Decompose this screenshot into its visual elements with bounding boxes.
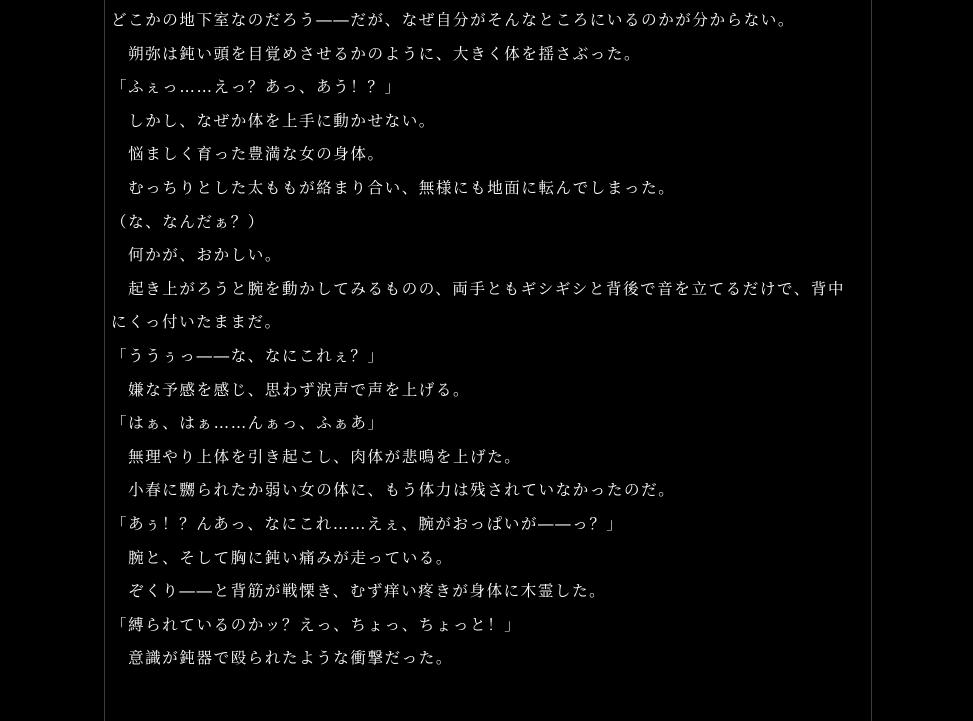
story-line: 意識が鈍器で殴られたような衝撃だった。 xyxy=(111,649,454,668)
story-line: 「ふぇっ……えっ？あっ、あう！？」 xyxy=(111,78,402,97)
story-line: ぞくり――と背筋が戦慄き、むず痒い疼きが身体に木霊した。 xyxy=(111,582,607,601)
story-line: 「あぅ！？んあっ、なにこれ……えぇ、腕がおっぱいが――っ？」 xyxy=(111,514,624,533)
story-line: 「縛られているのかッ？えっ、ちょっ、ちょっと！」 xyxy=(111,615,522,634)
story-line: 悩ましく育った豊満な女の身体。 xyxy=(111,145,385,164)
story-line: むっちりとした太ももが絡まり合い、無様にも地面に転んでしまった。 xyxy=(111,178,676,197)
story-line: 腕と、そして胸に鈍い痛みが走っている。 xyxy=(111,548,454,567)
story-line: 朔弥は鈍い頭を目覚めさせるかのように、大きく体を揺さぶった。 xyxy=(111,44,642,63)
story-line: 起き上がろうと腕を動かしてみるものの、両手ともギシギシと背後で音を立てるだけで、背中にくっ付いたままだ。 xyxy=(111,279,846,332)
story-line: 無理やり上体を引き起こし、肉体が悲鳴を上げた。 xyxy=(111,447,522,466)
story-line: 「はぁ、はぁ……んぁっ、ふぁあ」 xyxy=(111,414,385,433)
right-column-rule xyxy=(871,0,872,721)
story-line: （な、なんだぁ？） xyxy=(111,212,265,231)
story-line: 嫌な予感を感じ、思わず涙声で声を上げる。 xyxy=(111,380,471,399)
story-line: 小春に嬲られたか弱い女の体に、もう体力は残されていなかったのだ。 xyxy=(111,481,676,500)
story-line: どこかの地下室なのだろう――だが、なぜ自分がそんなところにいるのかが分からない。 xyxy=(111,11,796,29)
story-line: しかし、なぜか体を上手に動かせない。 xyxy=(111,111,436,130)
story-line: 「ううぅっ――な、なにこれぇ？」 xyxy=(111,346,385,365)
story-line: 何かが、おかしい。 xyxy=(111,246,283,265)
story-text-column xyxy=(105,0,871,721)
